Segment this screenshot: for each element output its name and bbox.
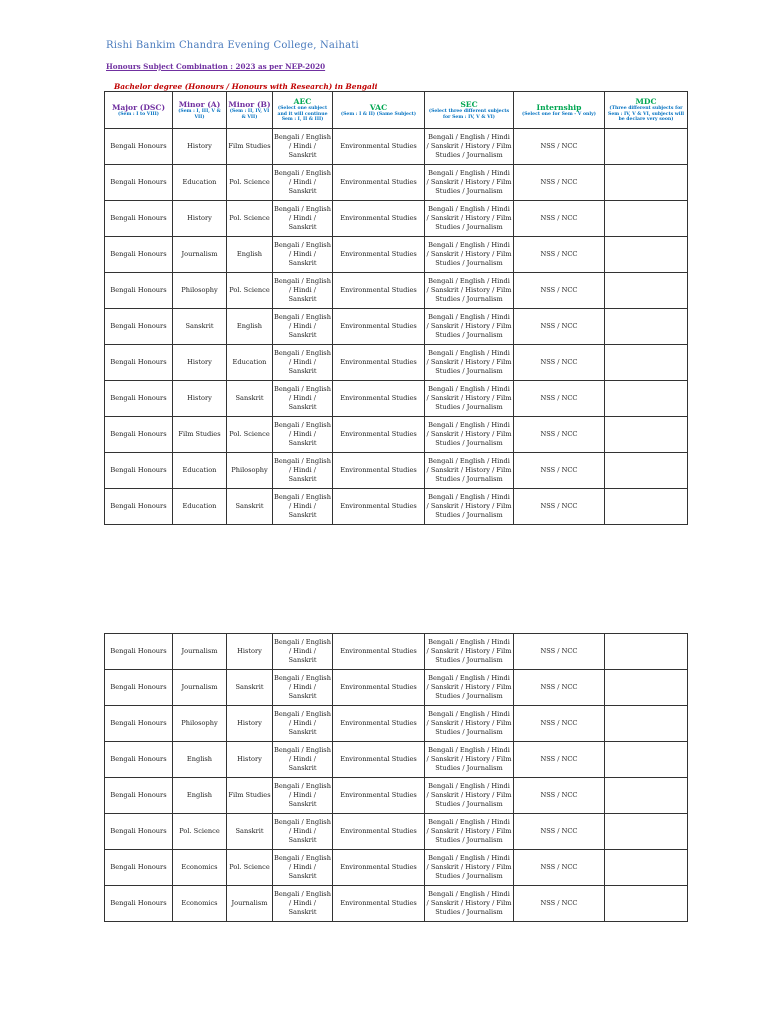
aec-cell: Bengali / English / Hindi / Sanskrit: [273, 489, 333, 525]
sec-cell: Bengali / English / Hindi / Sanskrit / History / Film Studies / Journalism: [425, 381, 514, 417]
minor-b-cell: History: [227, 742, 273, 778]
aec-cell: Bengali / English / Hindi / Sanskrit: [273, 634, 333, 670]
table-body-page-1: [105, 129, 688, 525]
internship-cell: NSS / NCC: [514, 309, 605, 345]
minor-b-cell: Film Studies: [227, 778, 273, 814]
vac-cell: Environmental Studies: [333, 886, 425, 922]
minor-b-cell: Pol. Science: [227, 201, 273, 237]
internship-cell: NSS / NCC: [514, 165, 605, 201]
internship-cell: NSS / NCC: [514, 886, 605, 922]
sec-cell: Bengali / English / Hindi / Sanskrit / History / Film Studies / Journalism: [425, 309, 514, 345]
major-cell: Bengali Honours: [105, 453, 173, 489]
table-row: [105, 489, 688, 525]
major-cell: Bengali Honours: [105, 814, 173, 850]
header-sec: SEC (Select three different subjects for Sem : IV, V & VI): [425, 92, 514, 129]
sec-cell: Bengali / English / Hindi / Sanskrit / History / Film Studies / Journalism: [425, 453, 514, 489]
vac-cell: Environmental Studies: [333, 237, 425, 273]
aec-cell: Bengali / English / Hindi / Sanskrit: [273, 778, 333, 814]
major-cell: Bengali Honours: [105, 742, 173, 778]
aec-cell: Bengali / English / Hindi / Sanskrit: [273, 129, 333, 165]
minor-a-cell: Education: [173, 489, 227, 525]
sec-cell: Bengali / English / Hindi / Sanskrit / History / Film Studies / Journalism: [425, 201, 514, 237]
vac-cell: Environmental Studies: [333, 201, 425, 237]
major-cell: Bengali Honours: [105, 309, 173, 345]
aec-cell: Bengali / English / Hindi / Sanskrit: [273, 670, 333, 706]
mdc-cell: [605, 850, 688, 886]
table-row: [105, 453, 688, 489]
minor-b-cell: English: [227, 237, 273, 273]
vac-cell: Environmental Studies: [333, 417, 425, 453]
aec-cell: Bengali / English / Hindi / Sanskrit: [273, 345, 333, 381]
major-cell: Bengali Honours: [105, 886, 173, 922]
table-row: [105, 237, 688, 273]
internship-cell: NSS / NCC: [514, 706, 605, 742]
minor-b-cell: Sanskrit: [227, 814, 273, 850]
vac-cell: Environmental Studies: [333, 742, 425, 778]
aec-cell: Bengali / English / Hindi / Sanskrit: [273, 273, 333, 309]
minor-b-cell: Pol. Science: [227, 273, 273, 309]
table-row: [105, 886, 688, 922]
internship-cell: NSS / NCC: [514, 850, 605, 886]
minor-a-cell: History: [173, 129, 227, 165]
vac-cell: Environmental Studies: [333, 453, 425, 489]
vac-cell: Environmental Studies: [333, 165, 425, 201]
aec-cell: Bengali / English / Hindi / Sanskrit: [273, 453, 333, 489]
table-row: [105, 670, 688, 706]
table-row: [105, 165, 688, 201]
table-row: [105, 742, 688, 778]
minor-a-cell: Education: [173, 165, 227, 201]
vac-cell: Environmental Studies: [333, 309, 425, 345]
table-row: [105, 814, 688, 850]
mdc-cell: [605, 634, 688, 670]
minor-a-cell: History: [173, 201, 227, 237]
minor-a-cell: Economics: [173, 850, 227, 886]
table-row: [105, 309, 688, 345]
major-cell: Bengali Honours: [105, 634, 173, 670]
vac-cell: Environmental Studies: [333, 129, 425, 165]
table-row: [105, 345, 688, 381]
mdc-cell: [605, 309, 688, 345]
minor-a-cell: Journalism: [173, 634, 227, 670]
major-cell: Bengali Honours: [105, 345, 173, 381]
major-cell: Bengali Honours: [105, 417, 173, 453]
combination-table-page-1: [104, 91, 688, 525]
sec-cell: Bengali / English / Hindi / Sanskrit / History / Film Studies / Journalism: [425, 345, 514, 381]
aec-cell: Bengali / English / Hindi / Sanskrit: [273, 417, 333, 453]
minor-a-cell: Pol. Science: [173, 814, 227, 850]
internship-cell: NSS / NCC: [514, 273, 605, 309]
header-vac: VAC (Sem : I & II) (Same Subject): [333, 92, 425, 129]
internship-cell: NSS / NCC: [514, 345, 605, 381]
minor-a-cell: Journalism: [173, 237, 227, 273]
table-row: [105, 201, 688, 237]
minor-b-cell: Education: [227, 345, 273, 381]
mdc-cell: [605, 489, 688, 525]
vac-cell: Environmental Studies: [333, 850, 425, 886]
aec-cell: Bengali / English / Hindi / Sanskrit: [273, 814, 333, 850]
minor-b-cell: Pol. Science: [227, 417, 273, 453]
college-name: Rishi Bankim Chandra Evening College, Naihati: [106, 40, 359, 51]
sec-cell: Bengali / English / Hindi / Sanskrit / History / Film Studies / Journalism: [425, 237, 514, 273]
internship-cell: NSS / NCC: [514, 417, 605, 453]
mdc-cell: [605, 670, 688, 706]
table-row: [105, 778, 688, 814]
sec-cell: Bengali / English / Hindi / Sanskrit / History / Film Studies / Journalism: [425, 670, 514, 706]
vac-cell: Environmental Studies: [333, 273, 425, 309]
vac-cell: Environmental Studies: [333, 706, 425, 742]
sec-cell: Bengali / English / Hindi / Sanskrit / History / Film Studies / Journalism: [425, 778, 514, 814]
vac-cell: Environmental Studies: [333, 670, 425, 706]
sec-cell: Bengali / English / Hindi / Sanskrit / History / Film Studies / Journalism: [425, 165, 514, 201]
major-cell: Bengali Honours: [105, 201, 173, 237]
sec-cell: Bengali / English / Hindi / Sanskrit / History / Film Studies / Journalism: [425, 417, 514, 453]
vac-cell: Environmental Studies: [333, 814, 425, 850]
minor-b-cell: Film Studies: [227, 129, 273, 165]
aec-cell: Bengali / English / Hindi / Sanskrit: [273, 886, 333, 922]
table-row: [105, 273, 688, 309]
minor-b-cell: History: [227, 634, 273, 670]
vac-cell: Environmental Studies: [333, 778, 425, 814]
mdc-cell: [605, 706, 688, 742]
internship-cell: NSS / NCC: [514, 201, 605, 237]
major-cell: Bengali Honours: [105, 850, 173, 886]
sec-cell: Bengali / English / Hindi / Sanskrit / History / Film Studies / Journalism: [425, 742, 514, 778]
minor-a-cell: Film Studies: [173, 417, 227, 453]
aec-cell: Bengali / English / Hindi / Sanskrit: [273, 742, 333, 778]
aec-cell: Bengali / English / Hindi / Sanskrit: [273, 201, 333, 237]
mdc-cell: [605, 201, 688, 237]
major-cell: Bengali Honours: [105, 129, 173, 165]
internship-cell: NSS / NCC: [514, 453, 605, 489]
aec-cell: Bengali / English / Hindi / Sanskrit: [273, 237, 333, 273]
mdc-cell: [605, 886, 688, 922]
mdc-cell: [605, 814, 688, 850]
header-mdc: MDC (Three different subjects for Sem : IV, V & VI, subjects will be declare very soon): [605, 92, 688, 129]
major-cell: Bengali Honours: [105, 778, 173, 814]
header-minor-a: Minor (A) (Sem : I, III, V & VII): [173, 92, 227, 129]
table-body-page-2: [105, 634, 688, 922]
mdc-cell: [605, 129, 688, 165]
table-row: [105, 129, 688, 165]
mdc-cell: [605, 345, 688, 381]
sec-cell: Bengali / English / Hindi / Sanskrit / History / Film Studies / Journalism: [425, 886, 514, 922]
minor-b-cell: Sanskrit: [227, 670, 273, 706]
sec-cell: Bengali / English / Hindi / Sanskrit / History / Film Studies / Journalism: [425, 634, 514, 670]
vac-cell: Environmental Studies: [333, 634, 425, 670]
sec-cell: Bengali / English / Hindi / Sanskrit / History / Film Studies / Journalism: [425, 489, 514, 525]
subject-combination-title: Honours Subject Combination : 2023 as per NEP-2020: [106, 62, 326, 71]
minor-b-cell: Sanskrit: [227, 381, 273, 417]
table-row: [105, 417, 688, 453]
major-cell: Bengali Honours: [105, 237, 173, 273]
minor-b-cell: Pol. Science: [227, 850, 273, 886]
major-cell: Bengali Honours: [105, 381, 173, 417]
minor-a-cell: History: [173, 381, 227, 417]
table-row: [105, 706, 688, 742]
header-minor-b: Minor (B) (Sem : II, IV, VI & VII): [227, 92, 273, 129]
aec-cell: Bengali / English / Hindi / Sanskrit: [273, 850, 333, 886]
mdc-cell: [605, 237, 688, 273]
table-row: [105, 634, 688, 670]
mdc-cell: [605, 778, 688, 814]
header-major: Major (DSC) (Sem : I to VIII): [105, 92, 173, 129]
major-cell: Bengali Honours: [105, 273, 173, 309]
aec-cell: Bengali / English / Hindi / Sanskrit: [273, 309, 333, 345]
sec-cell: Bengali / English / Hindi / Sanskrit / History / Film Studies / Journalism: [425, 706, 514, 742]
header-internship: Internship (Select one for Sem - V only): [514, 92, 605, 129]
mdc-cell: [605, 165, 688, 201]
minor-a-cell: English: [173, 778, 227, 814]
minor-b-cell: Journalism: [227, 886, 273, 922]
combination-table-page-2: [104, 633, 688, 922]
internship-cell: NSS / NCC: [514, 670, 605, 706]
vac-cell: Environmental Studies: [333, 489, 425, 525]
mdc-cell: [605, 742, 688, 778]
internship-cell: NSS / NCC: [514, 237, 605, 273]
sec-cell: Bengali / English / Hindi / Sanskrit / History / Film Studies / Journalism: [425, 129, 514, 165]
major-cell: Bengali Honours: [105, 706, 173, 742]
internship-cell: NSS / NCC: [514, 489, 605, 525]
sec-cell: Bengali / English / Hindi / Sanskrit / History / Film Studies / Journalism: [425, 814, 514, 850]
sec-cell: Bengali / English / Hindi / Sanskrit / History / Film Studies / Journalism: [425, 273, 514, 309]
sec-cell: Bengali / English / Hindi / Sanskrit / History / Film Studies / Journalism: [425, 850, 514, 886]
aec-cell: Bengali / English / Hindi / Sanskrit: [273, 165, 333, 201]
minor-a-cell: Philosophy: [173, 706, 227, 742]
minor-b-cell: History: [227, 706, 273, 742]
table-row: [105, 850, 688, 886]
vac-cell: Environmental Studies: [333, 381, 425, 417]
minor-a-cell: History: [173, 345, 227, 381]
minor-b-cell: Sanskrit: [227, 489, 273, 525]
vac-cell: Environmental Studies: [333, 345, 425, 381]
minor-a-cell: English: [173, 742, 227, 778]
mdc-cell: [605, 273, 688, 309]
minor-a-cell: Education: [173, 453, 227, 489]
minor-a-cell: Economics: [173, 886, 227, 922]
internship-cell: NSS / NCC: [514, 778, 605, 814]
minor-a-cell: Sanskrit: [173, 309, 227, 345]
minor-a-cell: Philosophy: [173, 273, 227, 309]
major-cell: Bengali Honours: [105, 670, 173, 706]
mdc-cell: [605, 417, 688, 453]
internship-cell: NSS / NCC: [514, 814, 605, 850]
internship-cell: NSS / NCC: [514, 742, 605, 778]
header-aec: AEC (Select one subject and it will continue Sem : I, II & III): [273, 92, 333, 129]
internship-cell: NSS / NCC: [514, 129, 605, 165]
aec-cell: Bengali / English / Hindi / Sanskrit: [273, 706, 333, 742]
degree-heading: Bachelor degree (Honours / Honours with Research) in Bengali: [114, 82, 378, 91]
aec-cell: Bengali / English / Hindi / Sanskrit: [273, 381, 333, 417]
major-cell: Bengali Honours: [105, 489, 173, 525]
minor-a-cell: Journalism: [173, 670, 227, 706]
internship-cell: NSS / NCC: [514, 634, 605, 670]
header-row: [105, 92, 688, 129]
minor-b-cell: Philosophy: [227, 453, 273, 489]
minor-b-cell: English: [227, 309, 273, 345]
mdc-cell: [605, 381, 688, 417]
minor-b-cell: Pol. Science: [227, 165, 273, 201]
internship-cell: NSS / NCC: [514, 381, 605, 417]
mdc-cell: [605, 453, 688, 489]
major-cell: Bengali Honours: [105, 165, 173, 201]
table-row: [105, 381, 688, 417]
